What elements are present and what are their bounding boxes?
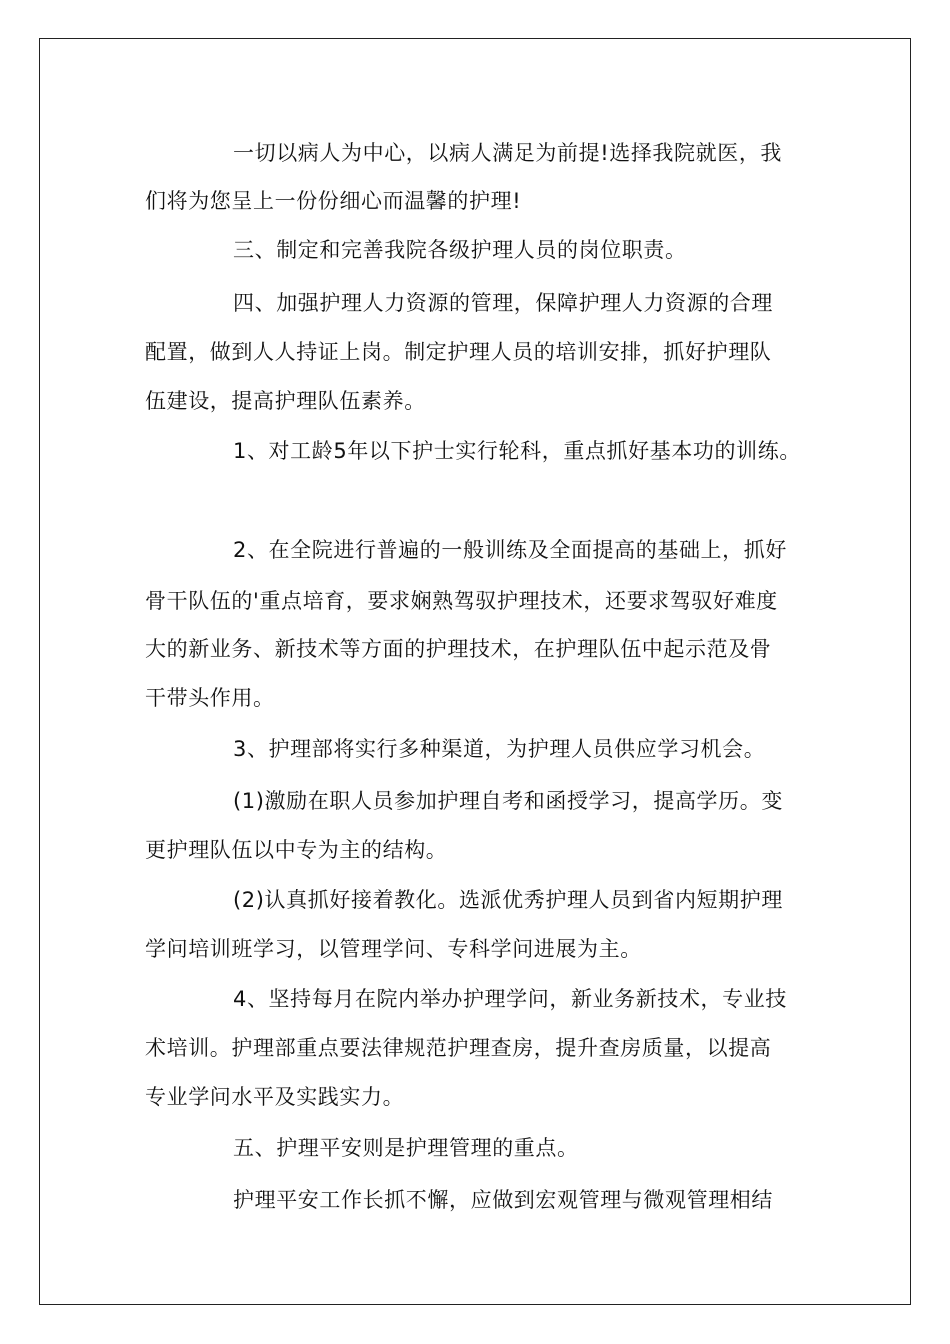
section-heading: 五、护理平安则是护理管理的重点。 [233, 1136, 579, 1160]
paragraph-line: 伍建设，提高护理队伍素养。 [145, 389, 426, 413]
list-item: (2)认真抓好接着教化。选派优秀护理人员到省内短期护理 [233, 888, 783, 912]
page-border [39, 38, 911, 1305]
paragraph-line: 更护理队伍以中专为主的结构。 [145, 838, 448, 862]
paragraph-line: 配置，做到人人持证上岗。制定护理人员的培训安排，抓好护理队 [145, 340, 772, 364]
paragraph-line: 干带头作用。 [145, 686, 275, 710]
section-heading: 四、加强护理人力资源的管理，保障护理人力资源的合理 [233, 291, 773, 315]
paragraph-line: 术培训。护理部重点要法律规范护理查房，提升查房质量，以提高 [145, 1036, 772, 1060]
list-item: 1、对工龄5年以下护士实行轮科，重点抓好基本功的训练。 [233, 439, 801, 463]
list-item: 2、在全院进行普遍的一般训练及全面提高的基础上，抓好 [233, 538, 787, 562]
list-item: (1)激励在职人员参加护理自考和函授学习，提高学历。变 [233, 789, 783, 813]
paragraph-line: 骨干队伍的'重点培育，要求娴熟驾驭护理技术，还要求驾驭好难度 [145, 589, 778, 613]
section-heading: 三、制定和完善我院各级护理人员的岗位职责。 [233, 238, 687, 262]
list-item: 3、护理部将实行多种渠道，为护理人员供应学习机会。 [233, 737, 766, 761]
paragraph-line: 专业学问水平及实践实力。 [145, 1085, 405, 1109]
list-item: 4、坚持每月在院内举办护理学问，新业务新技术，专业技 [233, 987, 787, 1011]
paragraph-line: 护理平安工作长抓不懈，应做到宏观管理与微观管理相结 [233, 1188, 773, 1212]
paragraph-line: 大的新业务、新技术等方面的护理技术，在护理队伍中起示范及骨 [145, 637, 772, 661]
paragraph-line: 们将为您呈上一份份细心而温馨的护理! [145, 189, 522, 213]
paragraph-line: 一切以病人为中心，以病人满足为前提!选择我院就医，我 [233, 141, 783, 165]
paragraph-line: 学问培训班学习，以管理学问、专科学问进展为主。 [145, 937, 642, 961]
